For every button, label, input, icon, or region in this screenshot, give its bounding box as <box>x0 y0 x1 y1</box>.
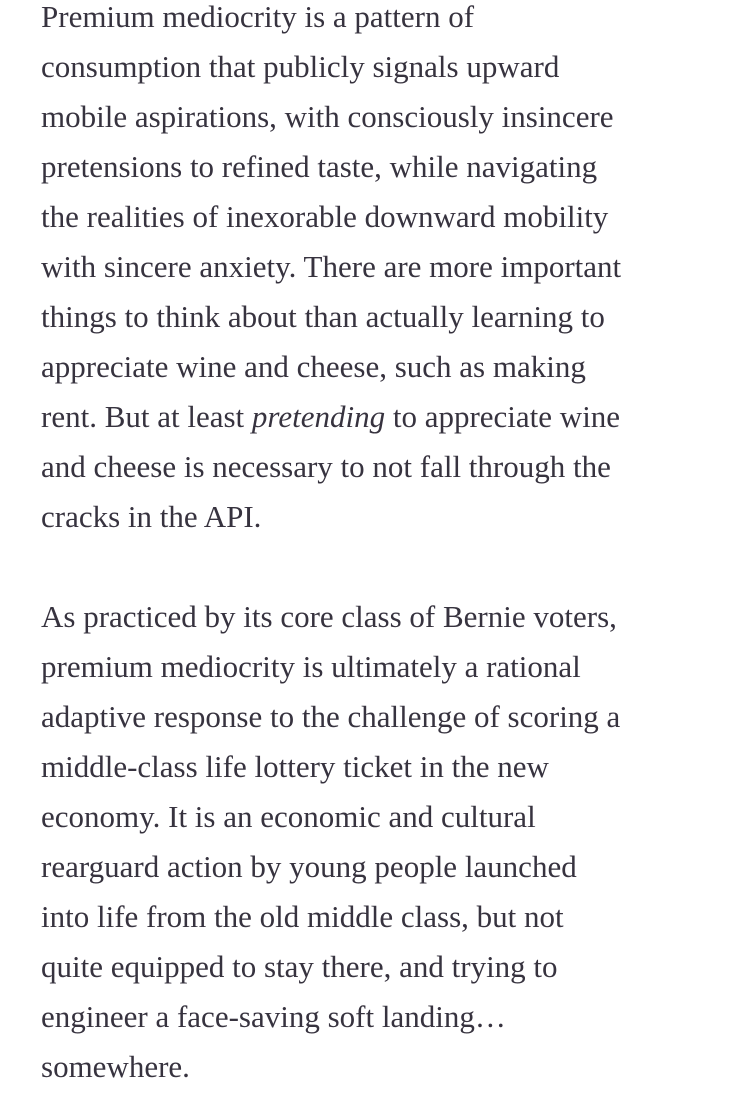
text-line: somewhere. <box>41 1049 190 1084</box>
text-line: engineer a face-saving soft landing… <box>41 999 506 1034</box>
text-line: middle-class life lottery ticket in the new <box>41 749 549 784</box>
text-line-with-emphasis <box>41 392 721 442</box>
emphasized-word: pretending <box>251 399 386 434</box>
text-line: things to think about than actually learning to <box>41 299 605 334</box>
paragraph-premium-mediocrity-definition <box>41 0 721 550</box>
paragraph-bernie-voters <box>41 600 721 1100</box>
line-text-after-emphasis: to appreciate wine <box>385 399 621 434</box>
line-text-before-emphasis: rent. But at least <box>41 399 252 434</box>
text-line: appreciate wine and cheese, such as making <box>41 349 586 384</box>
text-line: the realities of inexorable downward mobility <box>41 199 609 234</box>
text-line: consumption that publicly signals upward <box>41 49 560 84</box>
text-line: rearguard action by young people launched <box>41 849 577 884</box>
text-line: economy. It is an economic and cultural <box>41 799 536 834</box>
article-text <box>41 0 721 1100</box>
text-line: premium mediocrity is ultimately a rational <box>41 649 581 684</box>
text-line: As practiced by its core class of Bernie voters, <box>41 599 617 634</box>
text-line: Premium mediocrity is a pattern of <box>41 0 475 34</box>
text-line: pretensions to refined taste, while navigating <box>41 149 598 184</box>
text-line: into life from the old middle class, but not <box>41 899 564 934</box>
text-line: quite equipped to stay there, and trying to <box>41 949 558 984</box>
text-line: mobile aspirations, with consciously insincere <box>41 99 614 134</box>
text-line: adaptive response to the challenge of scoring a <box>41 699 621 734</box>
text-line: and cheese is necessary to not fall through the <box>41 449 611 484</box>
text-line: with sincere anxiety. There are more important <box>41 249 622 284</box>
text-line: cracks in the API. <box>41 499 262 534</box>
